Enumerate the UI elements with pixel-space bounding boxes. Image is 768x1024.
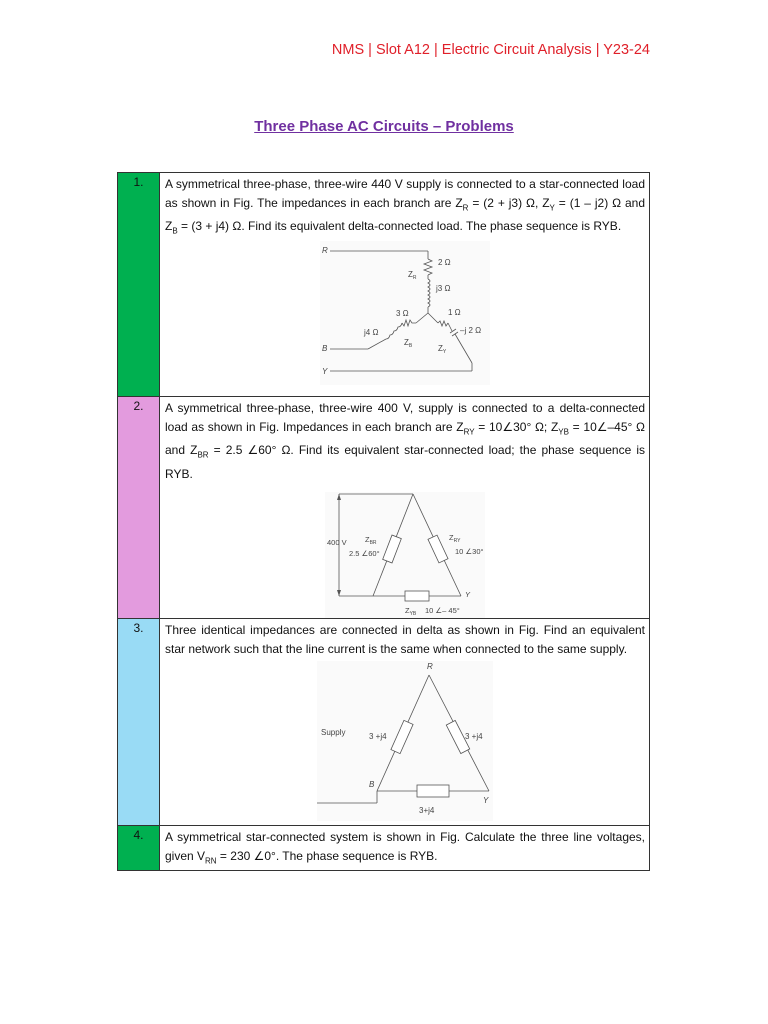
problem-cell (160, 173, 650, 397)
problem-text: Three identical impedances are connected in delta as shown in Fig. Find an equivalent star network such that the line current is the same when connected to the same supply. (165, 622, 645, 656)
svg-text:2 Ω: 2 Ω (438, 257, 451, 267)
svg-text:–j 2 Ω: –j 2 Ω (460, 325, 482, 335)
svg-text:3 Ω: 3 Ω (396, 308, 409, 318)
problem-number: 3. (118, 618, 160, 825)
svg-text:j4 Ω: j4 Ω (364, 327, 379, 337)
svg-text:400 V: 400 V (327, 537, 347, 547)
problem-text: A symmetrical three-phase, three-wire 440 V supply is connected to a star-connected load as shown in Fig. The impedances in each branch are $Z_R = (2 + j3)$ Ω, $Z_Y = (1 - j2)$ Ω and $Z_B = (3 + j4)$ Ω. Find its equivalent delta-connected load. The phase sequence is RYB. (165, 177, 645, 236)
problem-text: A symmetrical star-connected system is shown in Fig. Calculate the three line voltages, given $V_{RN} = 230$ ∠0°. The phase sequence is RYB. (165, 829, 645, 866)
svg-text:1 Ω: 1 Ω (448, 307, 461, 317)
svg-text:R: R (427, 661, 433, 671)
problem-row-1 (118, 173, 650, 397)
svg-text:ZR: $Z_R$ (408, 269, 417, 281)
svg-text:3+j4: 3+j4 (419, 805, 435, 815)
svg-text:3 +j4: 3 +j4 (369, 731, 387, 741)
svg-text:ZY: $Z_Y$ (438, 343, 447, 355)
delta-load-figure (325, 492, 485, 618)
problem-cell (160, 618, 650, 825)
problem-text: A symmetrical three-phase, three-wire 400 V, supply is connected to a delta-connected load as shown in Fig. Impedances in each branch are $Z_{RY}$ = 10∠30° Ω; $Z_{YB}$ = 10∠–45° Ω and $Z_{BR} = 2.5$ ∠60° Ω. Find its equivalent star-connected load; the phase sequence is RYB. (165, 401, 646, 481)
svg-text:10 ∠– 45°: 10 ∠– 45° (425, 605, 460, 615)
svg-text:j3 Ω: j3 Ω (436, 283, 451, 293)
svg-text:R: R (322, 245, 328, 255)
problem-cell (160, 397, 650, 619)
svg-text:B: B (322, 343, 328, 353)
page-title: Three Phase AC Circuits – Problems (254, 118, 514, 135)
star-load-figure (320, 241, 490, 385)
svg-text:Y: Y (483, 795, 489, 805)
svg-text:10 ∠30°: 10 ∠30° (455, 546, 484, 556)
svg-text:B: B (369, 779, 375, 789)
svg-text:3 +j4: 3 +j4 (465, 731, 483, 741)
identical-delta-figure (317, 661, 493, 821)
svg-text:2.5 ∠60°: 2.5 ∠60° (349, 548, 380, 558)
svg-text:ZBR: $Z_{BR}$ (365, 534, 377, 546)
problem-row-2 (118, 397, 650, 619)
svg-text:ZB: $Z_B$ (404, 337, 413, 349)
svg-text:ZRY: $Z_{RY}$ (449, 532, 461, 544)
problems-table (117, 172, 650, 871)
problem-number: 4. (118, 825, 160, 870)
svg-text:Y: Y (465, 589, 471, 599)
problem-row-4 (118, 825, 650, 870)
problem-number: 2. (118, 397, 160, 619)
problem-row-3 (118, 618, 650, 825)
page-header: NMS | Slot A12 | Electric Circuit Analysis | Y23-24 (331, 42, 650, 58)
problem-number: 1. (118, 173, 160, 397)
svg-text:Y: Y (322, 366, 328, 376)
problem-cell (160, 825, 650, 870)
svg-text:ZYB: $Z_{YB}$ (405, 605, 417, 617)
svg-text:Supply: Supply (321, 727, 346, 737)
